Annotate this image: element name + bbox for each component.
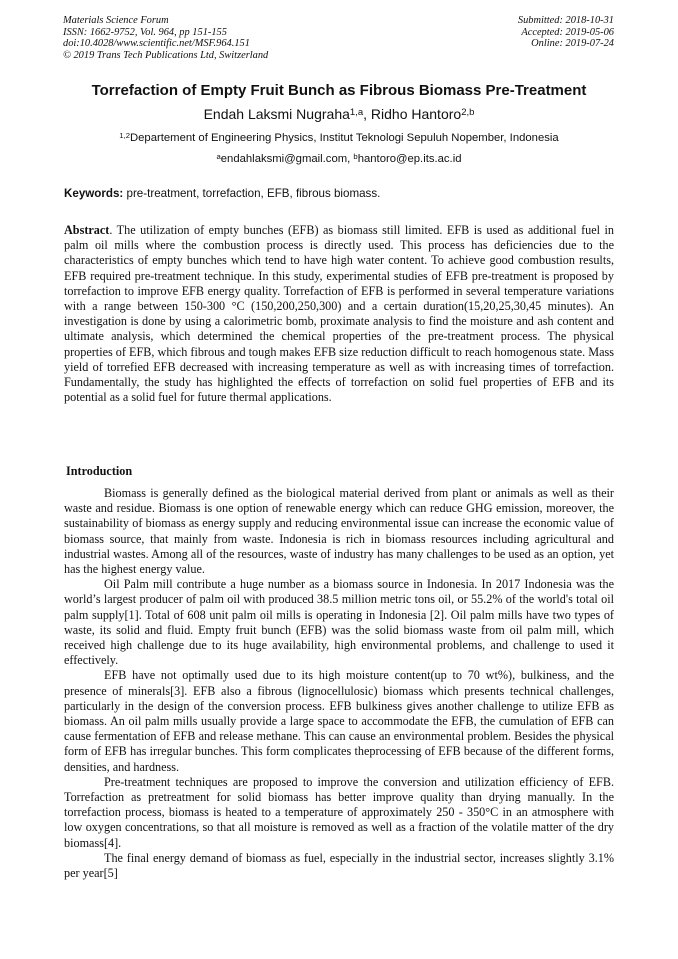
author-affiliation-marker: 2,b: [461, 106, 475, 118]
introduction-heading: Introduction: [66, 464, 133, 478]
abstract-label: Abstract: [64, 223, 110, 237]
affiliation-text: Departement of Engineering Physics, Institut Teknologi Sepuluh Nopember, Indonesia: [129, 132, 559, 144]
affiliation-marker: 1,2: [119, 130, 130, 140]
keywords: [64, 186, 614, 201]
introduction-body: [64, 486, 614, 881]
author-separator: ,: [363, 106, 371, 122]
journal-issn: ISSN: 1662-9752, Vol. 964, pp 151-155: [63, 26, 227, 38]
submitted-date: Submitted: 2018-10-31: [517, 15, 614, 26]
abstract-text: . The utilization of empty bunches (EFB) as biomass still limited. EFB is used as additional fuel in palm oil mills where the combustion process is directly used. This process has deficiencies due to the characteristics of empty bunches which tend to have high water content. To achieve good combustion results, EFB required pre-treatment technique. In this study, experimental studies of EFB pre-treatment is proposed by torrefaction to improve EFB energy quality. Torrefaction of EFB is performed in several temperature variations with a range between 150-300 °C (150,200,250,300) and a certain duration(15,20,25,30,45 minutes). An investigation is done by using a calorimetric bomb, proximate analysis to find the moisture and ash content and ultimate analysis, which determined the chemical properties of the pre-treatment process. The physical properties of EFB, which fibrous and tough makes EFB size reduction difficult to reach homogenous state. Mass yield of torrefied EFB decreased with increasing temperature as well as with increasing times of torrefaction. Fundamentally, the study has highlighted the effects of torrefaction on solid fuel properties of EFB and its potential as a solid fuel for future thermal applications.: [64, 223, 614, 405]
author-emails: [40, 152, 638, 167]
affiliation: [40, 131, 638, 146]
author-affiliation-marker: 1,a: [349, 106, 364, 118]
author-name: Ridho Hantoro: [370, 106, 462, 122]
journal-doi[interactable]: doi:10.4028/www.scientific.net/MSF.964.151: [63, 38, 250, 50]
email-address[interactable]: endahlaksmi@gmail.com: [220, 153, 348, 165]
paragraph: Oil Palm mill contribute a huge number as a biomass source in Indonesia. In 2017 Indonesia was the world’s largest producer of palm oil with produced 38.5 million metric tons oil, or 55.2% of the world's total oil palm supply[1]. Total of 608 unit palm oil mills is operating in Indonesia [2]. Oil palm mills have two types of waste, its solid and fluid. Empty fruit bunch (EFB) was the solid biomass waste from oil palm mill, which received high challenge due to its huge availability, high environmental problems, and challenge to used it effectively.: [64, 577, 614, 668]
paragraph: The final energy demand of biomass as fuel, especially in the industrial sector, increases slightly 3.1% per year[5]: [64, 850, 614, 881]
paper-title: Torrefaction of Empty Fruit Bunch as Fibrous Biomass Pre-Treatment: [91, 82, 587, 99]
author-list: [40, 105, 638, 124]
paragraph: EFB have not optimally used due to its high moisture content(up to 70 wt%), bulkiness, and the presence of minerals[3]. EFB also a fibrous (lignocellulosic) biomass which presents technical challenges, particularly in the design of the conversion process. EFB bulkiness gives another challenge to utilize EFB as biomass. An oil palm mills usually provide a large space to accommodate the EFB, the cumulation of EFB can cause fermentation of EFB and release methane. This can cause an environmental problem. Besides the physical form of EFB has irregular bunches. This form complicates theprocessing of EFB because of the different forms, densities, and hardness.: [64, 668, 614, 774]
email-address[interactable]: hantoro@ep.its.ac.id: [357, 153, 462, 165]
journal-header-right: [518, 15, 614, 50]
journal-name: Materials Science Forum: [63, 15, 169, 26]
journal-copyright: © 2019 Trans Tech Publications Ltd, Switzerland: [63, 49, 269, 61]
keywords-label: Keywords:: [64, 187, 124, 200]
email-marker: a: [216, 151, 221, 161]
keywords-text: pre-treatment, torrefaction, EFB, fibrous biomass.: [123, 187, 381, 200]
email-separator: ,: [347, 153, 354, 165]
accepted-date: Accepted: 2019-05-06: [521, 26, 614, 38]
paragraph: Biomass is generally defined as the biological material derived from plant or animals as well as their waste and residue. Biomass is one option of renewable energy which can reduce GHG emission, moreover, the sustainability of biomass as energy supply and reducing environmental issue can increase the economic value of biomass source, that mainly from waste. Indonesia is rich in biomass resources including agricultural and industrial wastes. Among all of the resources, waste of industry has many challenges to be used as an option, yet has the highest energy value.: [64, 486, 614, 577]
online-date: Online: 2019-07-24: [531, 38, 614, 50]
author-name: Endah Laksmi Nugraha: [203, 106, 350, 122]
email-marker: b: [353, 151, 358, 161]
paragraph: Pre-treatment techniques are proposed to improve the conversion and utilization efficiency of EFB. Torrefaction as pretreatment for solid biomass has better improve quality than drying manually. In the torrefaction process, biomass is heated to a temperature of approximately 250 - 350°C in an atmosphere with low oxygen concentrations, so that all moisture is removed as well as a fraction of the volatile matter of the dry biomass[4].: [64, 774, 614, 850]
abstract: [64, 223, 614, 405]
journal-header-left: [63, 15, 268, 61]
